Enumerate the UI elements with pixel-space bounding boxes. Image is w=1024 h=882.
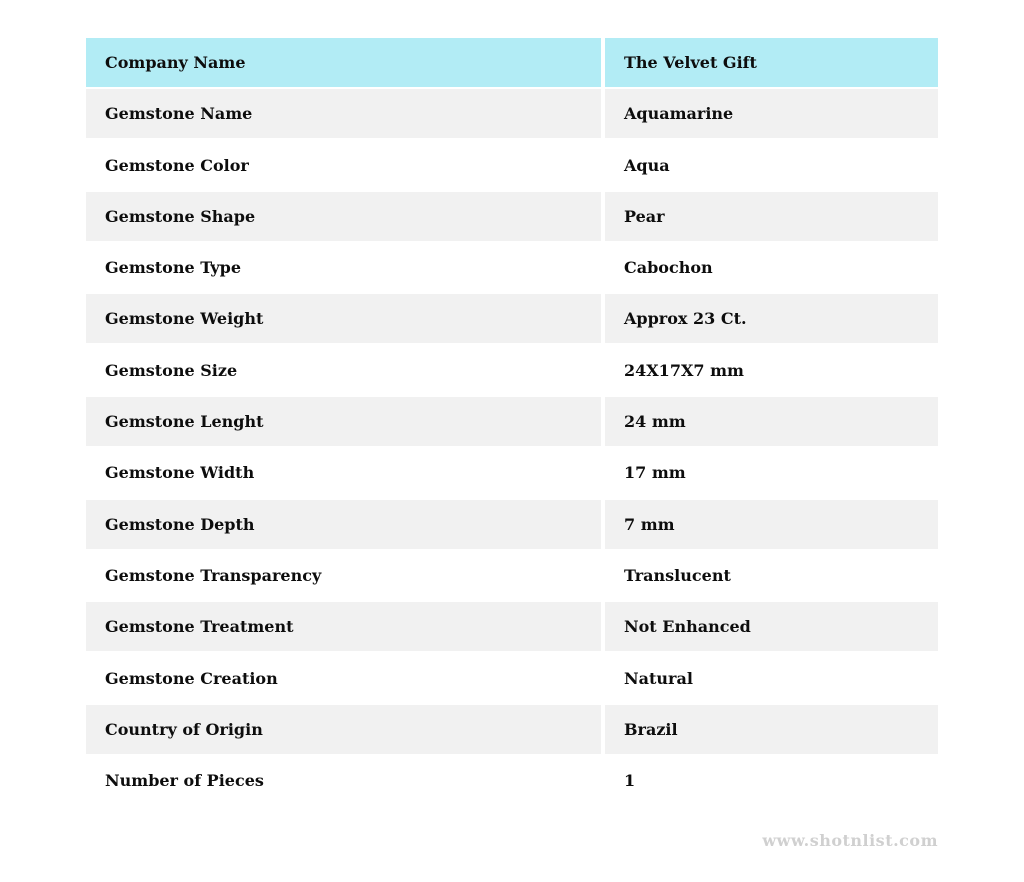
- spec-value-cell: Aqua: [605, 141, 938, 190]
- spec-label-cell: Gemstone Shape: [86, 192, 601, 241]
- watermark-url-text: www.shotnlist.com: [762, 831, 938, 850]
- spec-value-cell: Approx 23 Ct.: [605, 294, 938, 343]
- spec-label-cell: Gemstone Name: [86, 89, 601, 138]
- spec-label-cell: Gemstone Depth: [86, 500, 601, 549]
- spec-label-cell: Gemstone Creation: [86, 654, 601, 703]
- spec-value-cell: 24 mm: [605, 397, 938, 446]
- spec-value-cell: Aquamarine: [605, 89, 938, 138]
- spec-value-cell: Brazil: [605, 705, 938, 754]
- header-label-cell: Company Name: [86, 38, 601, 87]
- gemstone-spec-table: [86, 38, 938, 805]
- spec-label-cell: Number of Pieces: [86, 756, 601, 805]
- spec-value-cell: Natural: [605, 654, 938, 703]
- spec-label-cell: Gemstone Lenght: [86, 397, 601, 446]
- spec-value-cell: 7 mm: [605, 500, 938, 549]
- spec-label-cell: Gemstone Size: [86, 346, 601, 395]
- spec-value-cell: Cabochon: [605, 243, 938, 292]
- spec-label-cell: Gemstone Treatment: [86, 602, 601, 651]
- spec-value-cell: 17 mm: [605, 448, 938, 497]
- spec-label-cell: Gemstone Color: [86, 141, 601, 190]
- spec-value-cell: Pear: [605, 192, 938, 241]
- spec-value-cell: 24X17X7 mm: [605, 346, 938, 395]
- spec-label-cell: Gemstone Weight: [86, 294, 601, 343]
- spec-label-cell: Country of Origin: [86, 705, 601, 754]
- spec-label-cell: Gemstone Transparency: [86, 551, 601, 600]
- spec-value-cell: Translucent: [605, 551, 938, 600]
- spec-label-cell: Gemstone Width: [86, 448, 601, 497]
- spec-value-cell: 1: [605, 756, 938, 805]
- spec-label-cell: Gemstone Type: [86, 243, 601, 292]
- spec-value-cell: Not Enhanced: [605, 602, 938, 651]
- header-value-cell: The Velvet Gift: [605, 38, 938, 87]
